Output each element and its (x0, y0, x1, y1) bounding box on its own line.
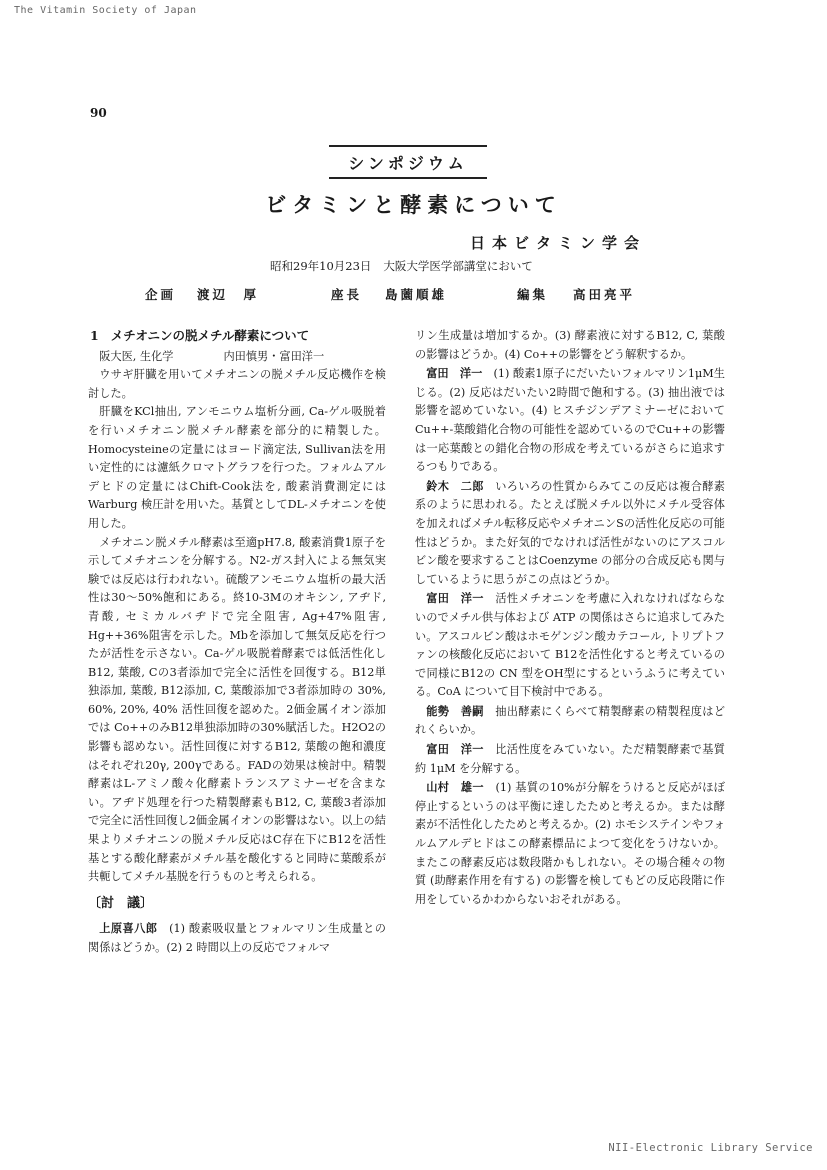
remark: 比活性度をみていない。ただ精製酵素で基質約 1μM を分解する。 (415, 743, 725, 775)
right-column (415, 327, 725, 909)
discussion-entry (415, 702, 725, 740)
credits (145, 285, 685, 301)
remark: 抽出酵素にくらべて精製酵素の精製程度はどれくらいか。 (415, 704, 725, 737)
footer-source: NII-Electronic Library Service (608, 1142, 813, 1154)
section-label: シンポジウム (348, 154, 468, 173)
dateline (270, 258, 545, 274)
speaker: 鈴木 二郎 (426, 478, 484, 493)
remark: (1) 酸素吸収量とフォルマリン生成量との関係はどうか。(2) 2 時間以上の反応でフォルマ (88, 922, 386, 954)
speaker: 山村 雄一 (426, 780, 484, 795)
speaker: 能勢 善嗣 (426, 703, 484, 718)
header-society: The Vitamin Society of Japan (14, 5, 197, 16)
speaker: 富田 洋一 (426, 366, 483, 381)
organization: 日本ビタミン学会 (470, 234, 647, 252)
section-title: メチオニンの脱メチル酵素について (110, 328, 310, 343)
left-column (88, 327, 386, 958)
page-title: ビタミンと酵素について (265, 192, 562, 217)
paragraph: 肝臓をKCl抽出, アンモニウム塩析分画, Ca-ゲル吸脱着を行いメチオニン脱メチル酵素を部分的に精製した。Homocysteineの定量にはヨード滴定法, Sullivan法を用い定性的には濾紙クロマトグラフを行つた。フォルムアルデヒドの定量にはChift-Cook法を, 酸素消費測定には Warburg 検圧計を用いた。基質としてDL-メチオニンを使用した。 (88, 405, 386, 530)
editor-label: 編集 (517, 287, 549, 302)
discussion-entry (415, 778, 725, 909)
discussion-heading: 〔討 議〕 (88, 895, 154, 911)
speaker: 富田 洋一 (426, 591, 484, 606)
page-number: 90 (90, 106, 107, 120)
discussion-entry (415, 364, 725, 477)
remark: (1) 基質の10%が分解をうけると反応がほぼ停止するというのは平衡に達したためと考えるか。または酵素が不活性化したためと考えるか。(2) ホモシステインやフォルムアルデヒドはこの酵素標品によつて変化をうけないか。またこの酵素反応は数段階かもしれない。その場合種々の物質 (助酵素作用を有する) の影響を検してもどの反応段階に作用をしているかわからないおそれがある。 (415, 781, 725, 906)
chair-name: 島薗順雄 (385, 287, 448, 302)
section-number: 1 (90, 328, 99, 343)
section-heading (90, 327, 386, 346)
title-rule-bottom (329, 177, 487, 179)
speaker: 富田 洋一 (426, 742, 484, 757)
paragraph: メチオニン脱メチル酵素は至適pH7.8, 酸素消費1原子を示してメチオニンを分解する。N2-ガス封入による無気実験では反応は行われない。硫酸アンモニウム塩析の最大活性は30～50%飽和にある。終10-3Mのオキシン, アヂド, 青酸, セミカルバヂドで完全阻害, Ag+47%阻害, Hg++36%阻害を示した。Mbを添加して無気反応を行つたが活性を示さない。Ca-ゲル吸脱着酵素では低活性化しB12, 葉酸, Cの3者添加で完全に活性を回復する。B12単独添加, 葉酸, B12添加, C, 葉酸添加で3者添加時の 30%, 60%, 20%, 40% 活性回復を認めた。2価金属イオン添加では Co++のみB12単独添加時の30%賦活した。H2O2の影響も認めない。活性回復に対するB12, 葉酸の飽和濃度はそれぞれ20γ, 200γである。FADの効果は検討中。精製酵素はL-アミノ酸々化酵素トランスアミナーゼを含まない。アヂド処理を行つた精製酵素もB12, C, 葉酸3者添加で完全に活性回復し2価金属イオンの影響はない。以上の結果よりメチオニンの脱メチル反応はC存在下にB12を活性基とする酸化酵素がメチル基を酸化すると同時に葉酸系が共軛してメチル基脱を行うものと考えられる。 (88, 535, 386, 884)
discussion-entry (415, 740, 725, 778)
authors: 内田慎男・富田洋一 (223, 349, 325, 363)
remark: (1) 酸素1原子にだいたいフォルマリン1μM生じる。(2) 反応はだいたい2時間で飽和する。(3) 抽出液では影響を認めていない。(4) ヒスチジンデアミナーゼにおいてCu++-葉酸錯化合物の可能性を認めているのでCu++の影響は一応葉酸との錯化合物の形成を考えているがさらに追求するつもりである。 (415, 367, 725, 474)
chair-label: 座長 (331, 287, 363, 302)
event-date: 昭和29年10月23日 (270, 259, 372, 273)
title-rule-top (329, 145, 487, 147)
discussion-entry (88, 919, 386, 957)
author-line (88, 348, 386, 367)
remark: 活性メチオニンを考慮に入れなければならないのでメチル供与体および ATP の関係はさらに追求してみたい。アスコルビン酸はホモゲンジン酸カテコール, トリプトファンの核酸化反応において B12を活性化すると考えているので同様にB12の CN 型をOH型にするというふうに考えている。CoA について目下検討中である。 (415, 592, 725, 699)
discussion-entry (415, 589, 725, 702)
speaker: 上原喜八郎 (99, 921, 158, 936)
planning-name: 渡辺 厚 (197, 287, 260, 302)
paragraph: ウサギ肝臓を用いてメチオニンの脱メチル反応機作を検討した。 (88, 368, 386, 400)
discussion-entry (415, 477, 725, 590)
event-venue: 大阪大学医学部講堂において (383, 259, 533, 273)
discussion-continued: リン生成量は増加するか。(3) 酵素液に対するB12, C, 葉酸の影響はどうか。(4) Co++の影響をどう解釈するか。 (415, 329, 725, 361)
affiliation: 阪大医, 生化学 (99, 349, 174, 363)
editor-name: 高田亮平 (573, 287, 636, 302)
remark: いろいろの性質からみてこの反応は複合酵素系のように思われる。たとえば脱メチル以外にメチル受容体を加えればメチル転移反応やメチオニンSの活性化反応の可能性はどうか。また好気的でなければ活性がないのにアスコルビン酸を要求することはCoenzyme の部分の合成反応も関与しているように思うがこの点はどうか。 (415, 479, 725, 586)
planning-label: 企画 (145, 287, 177, 302)
